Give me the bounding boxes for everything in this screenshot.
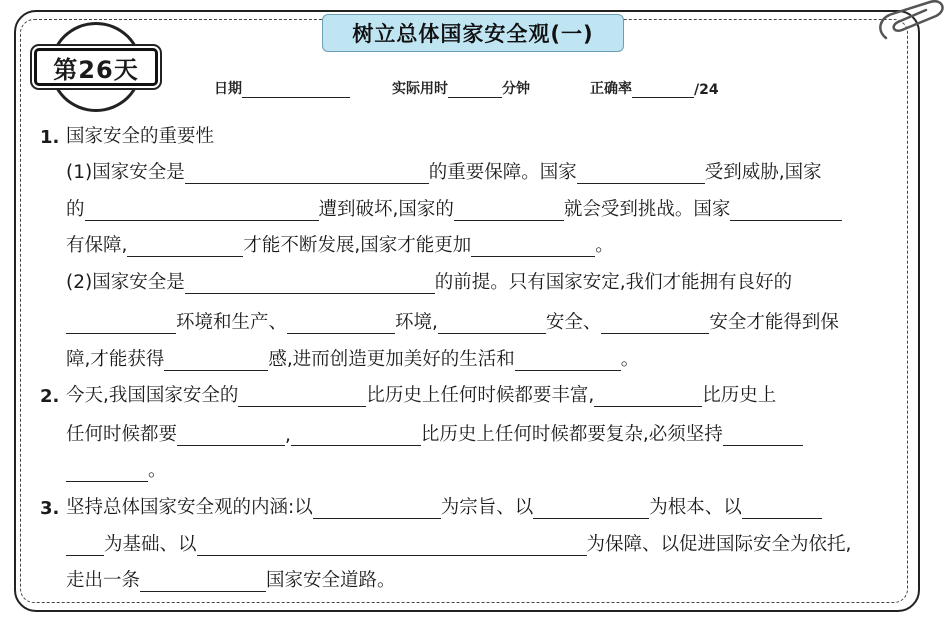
text: , [285,425,291,446]
blank[interactable] [66,459,148,482]
blank[interactable] [438,311,546,334]
blank[interactable] [185,271,435,294]
page-title: 树立总体国家安全观(一) [322,14,624,52]
time-unit: 分钟 [502,81,530,97]
q2-line1 [40,381,776,407]
time-field [392,78,530,98]
day-badge [34,22,158,112]
blank[interactable] [515,348,621,371]
q3-line2 [40,530,851,556]
blank[interactable] [140,569,266,592]
text: 才能不断发展,国家才能更加 [243,235,472,256]
day-badge-label: 第26天 [34,48,158,86]
text: 任何时候都要 [66,424,178,445]
blank[interactable] [742,496,822,519]
blank[interactable] [127,234,243,257]
q1-p1-line2 [40,195,842,221]
q1-p1-line3 [40,231,614,257]
blank[interactable] [577,161,705,184]
text: 为保障、以促进国际安全为依托, [586,534,852,555]
text: 环境和生产、 [176,312,288,333]
text: 就会受到挑战。国家 [563,199,731,220]
blank[interactable] [533,496,649,519]
text: 遭到破坏,国家的 [318,199,454,220]
blank[interactable] [601,311,709,334]
text: 受到威胁,国家 [704,162,822,183]
text: 为宗旨、以 [440,497,534,518]
text: 比历史上 [702,385,777,406]
q2-line3 [40,456,167,482]
text: 国家安全道路。 [266,570,396,591]
text: 有保障, [66,235,128,256]
q1-number: 1. [40,127,60,148]
q1-heading-line [40,122,214,148]
blank[interactable] [164,348,268,371]
text: 坚持总体国家安全观的内涵:以 [66,497,313,518]
q2-line2 [40,420,803,446]
time-blank[interactable] [448,81,502,98]
blank[interactable] [66,533,104,556]
paperclip-icon [866,0,945,40]
q1-p2-line1 [40,268,792,294]
q1-p1-label: (1)国家安全是 [66,162,185,183]
text: 为根本、以 [649,497,742,518]
text: 。 [148,460,167,481]
text: 安全、 [545,312,602,333]
q3-line3 [40,566,396,592]
blank[interactable] [177,423,285,446]
blank[interactable] [85,198,319,221]
blank[interactable] [730,198,842,221]
text: 。 [595,235,614,256]
text: 今天,我国国家安全的 [66,385,239,406]
blank[interactable] [238,384,366,407]
accuracy-label: 正确率 [590,81,632,97]
blank[interactable] [66,311,176,334]
text: 的 [66,199,85,220]
accuracy-total: /24 [694,82,719,98]
text: 的前提。只有国家安定,我们才能拥有良好的 [434,272,793,293]
blank[interactable] [471,234,595,257]
blank[interactable] [454,198,564,221]
text: 感,进而创造更加美好的生活和 [268,349,515,370]
blank[interactable] [185,161,429,184]
q1-p1-line1 [40,158,822,184]
q1-p2-line2 [40,308,839,334]
time-label: 实际用时 [392,81,448,97]
date-field [214,78,350,98]
accuracy-blank[interactable] [632,81,694,98]
text: 安全才能得到保 [709,312,839,333]
text: 障,才能获得 [66,349,165,370]
text: 的重要保障。国家 [428,162,577,183]
text: 比历史上任何时候都要复杂,必须坚持 [420,424,723,445]
blank[interactable] [197,533,587,556]
q2-number: 2. [40,386,60,407]
text: 为基础、以 [104,534,197,555]
text: 环境, [395,312,438,333]
q3-number: 3. [40,498,60,519]
q1-p2-line3 [40,345,639,371]
accuracy-field [590,78,719,98]
blank[interactable] [287,311,395,334]
blank[interactable] [723,423,803,446]
text: 。 [620,349,640,370]
q3-line1 [40,493,822,519]
date-blank[interactable] [242,81,350,98]
text: 走出一条 [66,570,141,591]
blank[interactable] [291,423,421,446]
text: 比历史上任何时候都要丰富, [366,385,595,406]
q1-heading: 国家安全的重要性 [66,126,215,147]
blank[interactable] [313,496,441,519]
date-label: 日期 [214,81,242,97]
blank[interactable] [594,384,702,407]
q1-p2-label: (2)国家安全是 [66,272,185,293]
